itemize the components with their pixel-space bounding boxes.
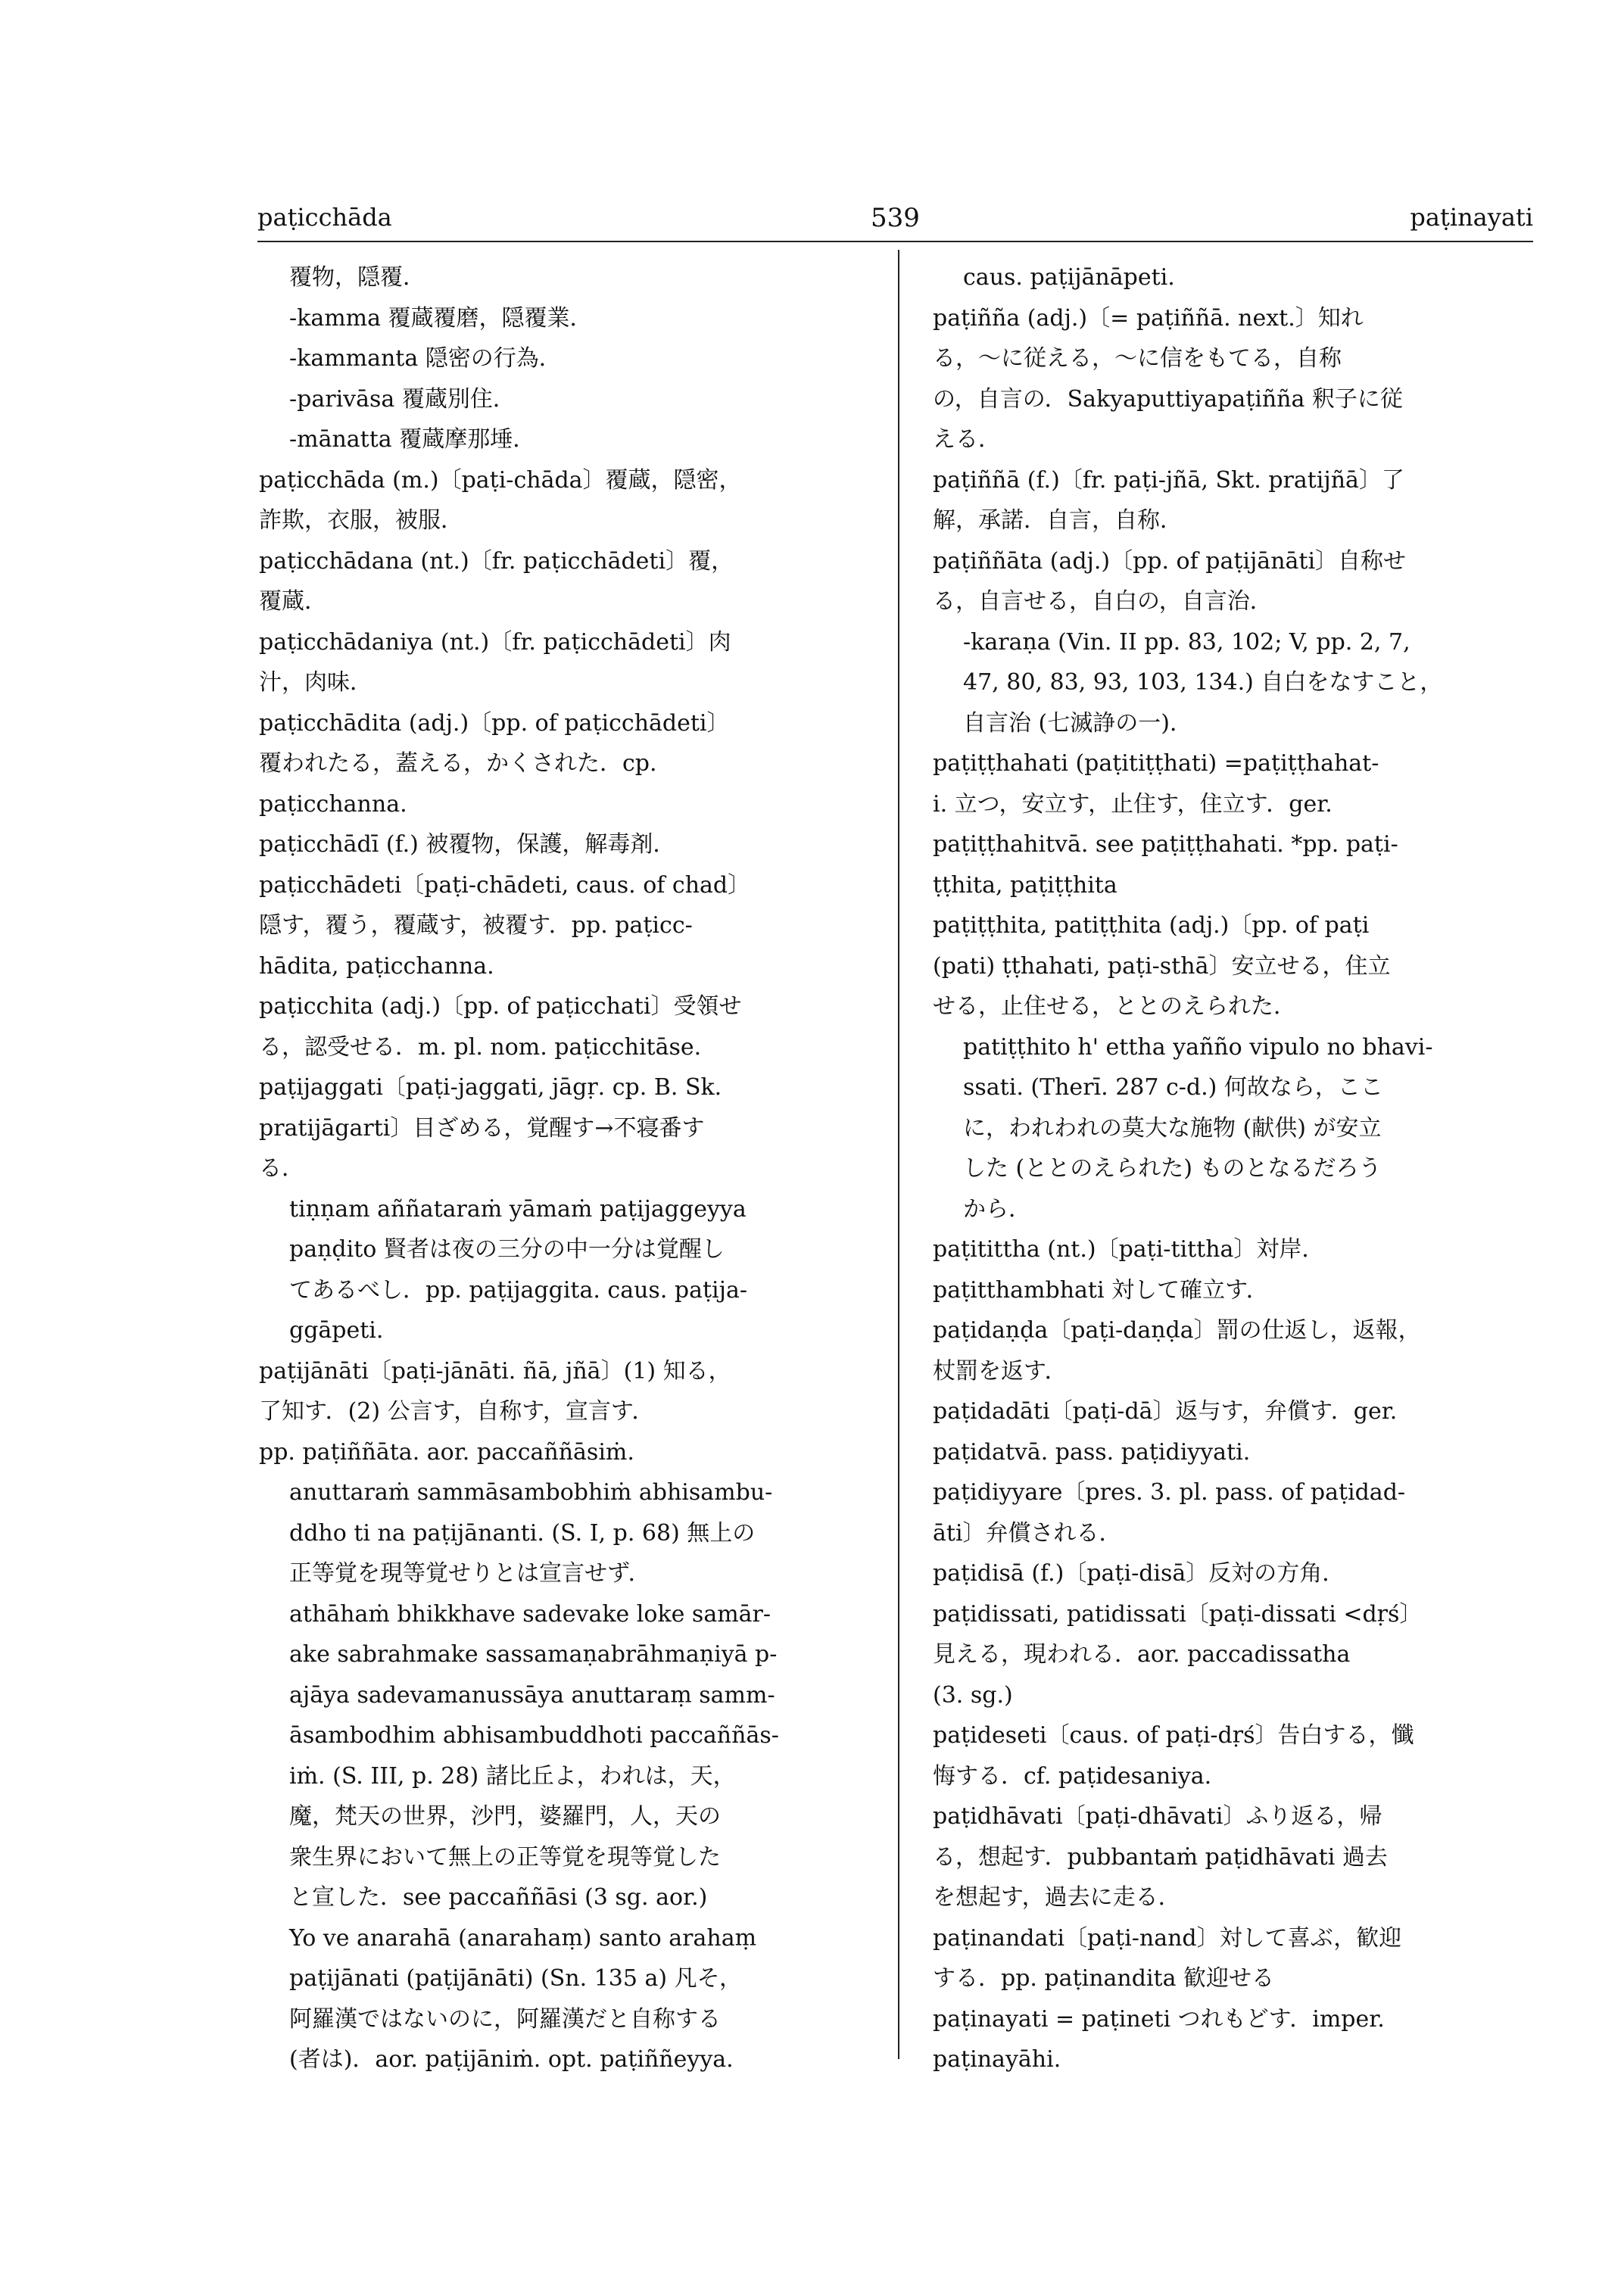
entry-line: āti〕弁償される． xyxy=(933,1519,1122,1547)
entry-line: る，自言せる，自白の，自言治． xyxy=(933,588,1273,615)
entry-line: 悔する．cf. paṭidesaniya. xyxy=(933,1762,1212,1790)
dictionary-entry xyxy=(933,1553,1531,1594)
entry-line: paṭiṭṭhita, patiṭṭhita (adj.)〔pp. of paṭi xyxy=(933,912,1370,939)
entry-line: paṭideseti〔caus. of paṭi-dṛś〕告白する，懺 xyxy=(933,1722,1414,1749)
entry-line: paṭidhāvati〔paṭi-dhāvati〕ふり返る，帰 xyxy=(933,1803,1382,1830)
header-last-headword: paṭinayati xyxy=(1410,203,1533,232)
entry-line: の，自言の．Sakyaputtiyapaṭiñña 釈子に従 xyxy=(933,385,1403,413)
entry-line: ake sabrahmake sassamaṇabrāhmaṇiyā p- xyxy=(289,1641,778,1668)
dictionary-entry xyxy=(933,1796,1531,1918)
entry-line: る，想起す．pubbantaṁ paṭidhāvati 過去 xyxy=(933,1843,1388,1871)
dictionary-entry xyxy=(933,541,1531,622)
entry-line: paṭidiyyare〔pres. 3. pl. pass. of paṭidad- xyxy=(933,1479,1406,1506)
entry-line: pratijāgarti〕目ざめる，覚醒す→不寝番す xyxy=(259,1114,705,1142)
dictionary-entry xyxy=(933,1270,1531,1311)
entry-line: 覆物，隠覆． xyxy=(289,264,425,291)
entry-line: paṭinandati〔paṭi-nand〕対して喜ぶ，歓迎 xyxy=(933,1924,1402,1952)
dictionary-entry xyxy=(259,541,880,622)
header-first-headword: paṭicchāda xyxy=(257,203,392,232)
entry-line: 解，承諾．自言，自称． xyxy=(933,507,1183,534)
entry-continuation xyxy=(259,379,880,420)
entry-line: anuttaraṁ sammāsambobhiṁ abhisambu- xyxy=(289,1479,773,1506)
entry-line: paṭidadāti〔paṭi-dā〕返与す，弁償す．ger. xyxy=(933,1398,1398,1425)
left-column xyxy=(259,257,880,2080)
dictionary-entry xyxy=(259,986,880,1067)
entry-line: tiṇṇam aññataraṁ yāmaṁ paṭijaggeyya xyxy=(289,1195,747,1223)
entry-line: せる，止住せる，ととのえられた． xyxy=(933,993,1296,1020)
entry-line: ddho ti na paṭijānanti. (S. I, p. 68) 無上の xyxy=(289,1519,756,1547)
dictionary-entry xyxy=(933,1999,1531,2080)
entry-line: (pati) ṭṭhahati, paṭi-sthā〕安立せる，住立 xyxy=(933,952,1391,980)
dictionary-entry xyxy=(933,905,1531,1027)
dictionary-entry xyxy=(933,298,1531,460)
entry-line: 隠す，覆う，覆蔵す，被覆す．pp. paṭicc- xyxy=(259,912,693,939)
entry-line: paṭidaṇḍa〔paṭi-daṇḍa〕罰の仕返し，返報， xyxy=(933,1317,1421,1344)
entry-line: 了知す．(2) 公言す，自称す，宣言す． xyxy=(259,1398,655,1425)
dictionary-entry xyxy=(933,1472,1531,1553)
entry-line: paṭijaggati〔paṭi-jaggati, jāgṛ. cp. B. Sk. xyxy=(259,1074,722,1101)
entry-line: paṭijānati (paṭijānāti) (Sn. 135 a) 凡そ， xyxy=(289,1965,743,1992)
entry-line: pp. paṭiññāta. aor. paccaññāsiṁ. xyxy=(259,1438,634,1466)
dictionary-entry xyxy=(259,824,880,865)
dictionary-entry xyxy=(259,1067,880,1189)
entry-continuation xyxy=(933,257,1531,298)
entry-line: を想起す，過去に走る． xyxy=(933,1884,1181,1911)
entry-line: 魔，梵天の世界，沙門，婆羅門，人，天の xyxy=(289,1803,721,1830)
entry-line: paṭicchādana (nt.)〔fr. paṭicchādeti〕覆， xyxy=(259,547,734,575)
entry-line: iṁ. (S. III, p. 28) 諸比丘よ，われは，天， xyxy=(289,1762,736,1790)
page-header xyxy=(257,203,1533,242)
entry-line: paṭicchanna. xyxy=(259,790,407,818)
entry-line: (者は)．aor. paṭijāniṁ. opt. paṭiññeyya. xyxy=(289,2046,734,2073)
column-divider xyxy=(898,250,899,2059)
entry-line: 47, 80, 83, 93, 103, 134.) 自白をなすこと， xyxy=(963,669,1443,696)
entry-line: る，〜に従える，〜に信をもてる，自称 xyxy=(933,345,1342,372)
entry-line: ssati. (Therī. 287 c-d.) 何故なら，ここ xyxy=(963,1074,1383,1101)
entry-line: ajāya sadevamanussāya anuttaraṃ samm- xyxy=(289,1681,775,1709)
entry-line: る，認受せる．m. pl. nom. paṭicchitāse. xyxy=(259,1033,702,1061)
entry-line: paṇḍito 賢者は夜の三分の中一分は覚醒し xyxy=(289,1236,725,1263)
entry-line: 杖罰を返す． xyxy=(933,1357,1068,1385)
entry-line: paṭiṭṭhahitvā. see paṭiṭṭhahati. *pp. paṭi- xyxy=(933,831,1398,858)
entry-line: ṭṭhita, paṭiṭṭhita xyxy=(933,871,1117,899)
entry-line: 覆われたる，蓋える，かくされた．cp. xyxy=(259,750,657,777)
entry-line: -kammanta 隠密の行為． xyxy=(289,345,562,372)
page-number: 539 xyxy=(871,203,920,233)
entry-line: athāhaṁ bhikkhave sadevake loke samār- xyxy=(289,1600,771,1628)
entry-line: に，われわれの莫大な施物 (献供) が安立 xyxy=(963,1114,1382,1142)
entry-line: paṭiñña (adj.)〔= paṭiññā. next.〕知れ xyxy=(933,304,1364,332)
entry-line: paṭijānāti〔paṭi-jānāti. ñā, jñā〕(1) 知る， xyxy=(259,1357,731,1385)
dictionary-entry xyxy=(933,1391,1531,1472)
right-column xyxy=(933,257,1531,2080)
entry-line: āsambodhim abhisambuddhoti paccaññās- xyxy=(289,1722,779,1749)
dictionary-entry xyxy=(933,1594,1531,1716)
entry-line: 自言治 (七滅諍の一)． xyxy=(963,709,1192,737)
entry-line: paṭidissati, patidissati〔paṭi-dissati <dṛś〕 xyxy=(933,1600,1423,1628)
entry-line: patiṭṭhito h' ettha yañño vipulo no bhavi- xyxy=(963,1033,1433,1061)
entry-continuation xyxy=(933,622,1531,744)
entry-line: -karaṇa (Vin. II pp. 83, 102; V, pp. 2, 7, xyxy=(963,628,1410,656)
entry-line: 阿羅漢ではないのに，阿羅漢だと自称する xyxy=(289,2005,721,2033)
entry-line: paṭidatvā. pass. paṭidiyyati. xyxy=(933,1438,1251,1466)
entry-line: 衆生界において無上の正等覚を現等覚した xyxy=(289,1843,721,1871)
entry-line: paṭitittha (nt.)〔paṭi-tittha〕対岸． xyxy=(933,1236,1325,1263)
entry-line: paṭicchādeti〔paṭi-chādeti, caus. of chad〕 xyxy=(259,871,751,899)
dictionary-entry xyxy=(259,1351,880,1473)
entry-line: える． xyxy=(933,426,1001,453)
dictionary-entry xyxy=(259,703,880,825)
entry-continuation xyxy=(933,1027,1531,1230)
entry-line: paṭicchāda (m.)〔paṭi-chāda〕覆蔵，隠密， xyxy=(259,466,742,494)
dictionary-entry xyxy=(933,1715,1531,1796)
dictionary-entry xyxy=(933,1918,1531,1999)
entry-line: paṭicchādī (f.) 被覆物，保護，解毒剤． xyxy=(259,831,676,858)
entry-line: paṭicchādaniya (nt.)〔fr. paṭicchādeti〕肉 xyxy=(259,628,731,656)
entry-line: 汁，肉味． xyxy=(259,669,372,696)
entry-continuation xyxy=(259,298,880,339)
dictionary-entry xyxy=(933,460,1531,541)
entry-line: paṭicchita (adj.)〔pp. of paṭicchati〕受領せ xyxy=(259,993,742,1020)
entry-continuation xyxy=(259,1472,880,2080)
entry-line: -mānatta 覆蔵摩那埵． xyxy=(289,426,536,453)
entry-continuation xyxy=(259,338,880,379)
entry-line: paṭitthambhati 対して確立す． xyxy=(933,1276,1269,1304)
entry-line: paṭinayati = paṭineti つれもどす．imper. xyxy=(933,2005,1385,2033)
entry-line: paṭicchādita (adj.)〔pp. of paṭicchādeti〕 xyxy=(259,709,730,737)
entry-line: hādita, paṭicchanna. xyxy=(259,952,494,980)
entry-line: 詐欺，衣服，被服． xyxy=(259,507,463,534)
entry-line: 見える，現われる．aor. paccadissatha xyxy=(933,1641,1351,1668)
entry-line: した (ととのえられた) ものとなるだろう xyxy=(963,1155,1382,1182)
entry-continuation xyxy=(259,419,880,460)
entry-line: てあるべし．pp. paṭijaggita. caus. paṭija- xyxy=(289,1276,747,1304)
dictionary-entry xyxy=(933,743,1531,905)
entry-line: Yo ve anarahā (anarahaṃ) santo arahaṃ xyxy=(289,1924,757,1952)
entry-line: -kamma 覆蔵覆磨，隠覆業． xyxy=(289,304,593,332)
entry-line: する．pp. paṭinandita 歓迎せる xyxy=(933,1965,1275,1992)
entry-line: paṭinayāhi. xyxy=(933,2046,1061,2073)
entry-line: paṭidisā (f.)〔paṭi-disā〕反対の方角． xyxy=(933,1560,1345,1587)
dictionary-entry xyxy=(933,1229,1531,1270)
entry-line: から． xyxy=(963,1195,1031,1223)
dictionary-entry xyxy=(933,1310,1531,1391)
entry-line: i. 立つ，安立す，止住す，住立す．ger. xyxy=(933,790,1333,818)
entry-line: caus. paṭijānāpeti. xyxy=(963,264,1175,291)
entry-continuation xyxy=(259,1189,880,1351)
entry-line: 正等覚を現等覚せりとは宣言せず． xyxy=(289,1560,651,1587)
entry-line: 覆蔵． xyxy=(259,588,327,615)
dictionary-entry xyxy=(259,865,880,987)
entry-line: paṭiññā (f.)〔fr. paṭi-jñā, Skt. pratijñā〕了 xyxy=(933,466,1404,494)
entry-line: (3. sg.) xyxy=(933,1681,1013,1709)
entry-line: ggāpeti. xyxy=(289,1317,384,1344)
dictionary-entry xyxy=(259,622,880,703)
entry-line: paṭiññāta (adj.)〔pp. of paṭijānāti〕自称せ xyxy=(933,547,1407,575)
entry-continuation xyxy=(259,257,880,298)
entry-line: る． xyxy=(259,1155,304,1182)
entry-line: -parivāsa 覆蔵別住． xyxy=(289,385,516,413)
dictionary-entry xyxy=(259,460,880,541)
entry-line: と宣した．see paccaññāsi (3 sg. aor.) xyxy=(289,1884,708,1911)
entry-line: paṭiṭṭhahati (paṭitiṭṭhati) =paṭiṭṭhahat- xyxy=(933,750,1379,777)
